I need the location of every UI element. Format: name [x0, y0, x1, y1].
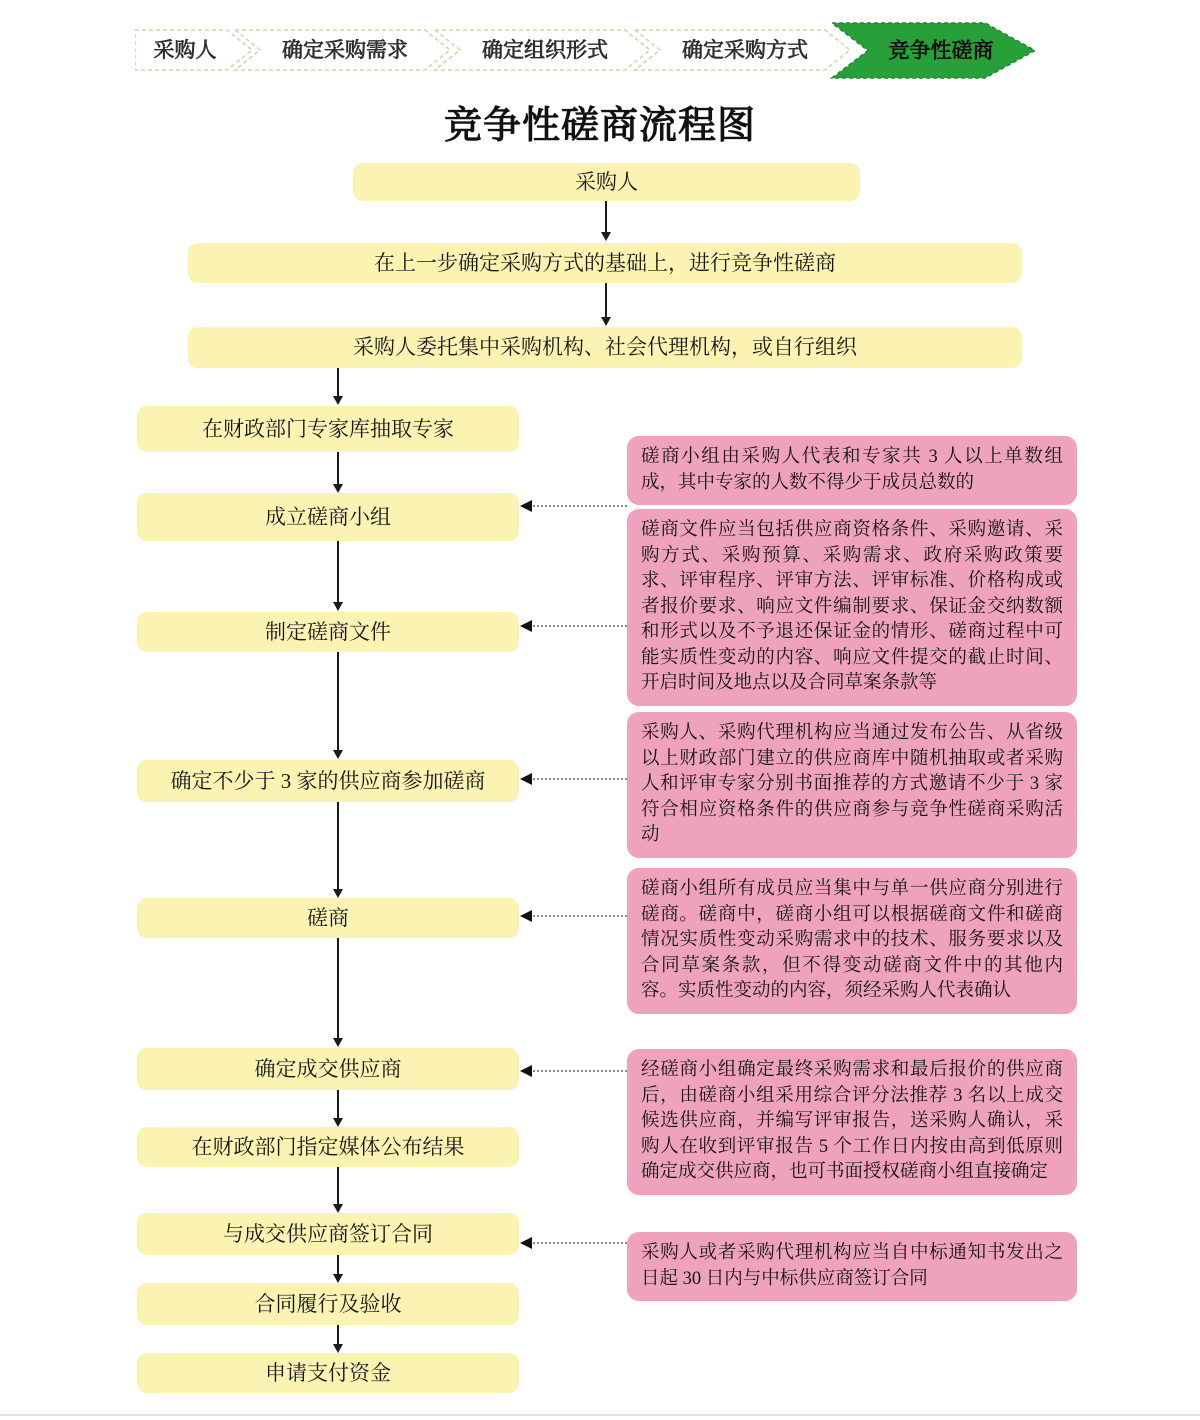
step-define-method-label: 确定采购方式 — [682, 37, 808, 62]
flow-arrow-down — [337, 1325, 339, 1345]
flow-node-request-payment: 申请支付资金 — [137, 1353, 519, 1393]
note-connector-arrow — [533, 778, 627, 780]
note-winner-determination: 经磋商小组确定最终采购需求和最后报价的供应商后，由磋商小组采用综合评分法推荐 3 名以上成交候选供应商，并编写评审报告，送采购人确认，采购人在收到评审报告 5 个工作日内按由高到低原则确定成交供应商，也可书面授权磋商小组直接确定 — [627, 1049, 1077, 1195]
flow-node-entrust-agency: 采购人委托集中采购机构、社会代理机构，或自行组织 — [188, 327, 1022, 368]
step-competitive-negotiation-label: 竞争性磋商 — [888, 38, 994, 63]
note-supplier-invitation: 采购人、采购代理机构应当通过发布公告、从省级以上财政部门建立的供应商库中随机抽取或者采购人和评审专家分别书面推荐的方式邀请不少于 3 家符合相应资格条件的供应商参与竞争性磋商采购活动 — [627, 712, 1077, 858]
note-team-composition: 磋商小组由采购人代表和专家共 3 人以上单数组成，其中专家的人数不得少于成员总数的 — [627, 436, 1077, 505]
flow-arrow-down — [337, 541, 339, 603]
flow-node-sign-contract: 与成交供应商签订合同 — [137, 1213, 519, 1255]
note-negotiation-rules: 磋商小组所有成员应当集中与单一供应商分别进行磋商。磋商中，磋商小组可以根据磋商文件和磋商情况实质性变动采购需求中的技术、服务要求以及合同草案条款，但不得变动磋商文件中的其他内容。实质性变动的内容，须经采购人代表确认 — [627, 868, 1077, 1014]
note-connector-arrow — [533, 505, 627, 507]
page-title: 竞争性磋商流程图 — [443, 105, 756, 147]
flow-node-basis-of-method: 在上一步确定采购方式的基础上，进行竞争性磋商 — [188, 243, 1022, 283]
step-purchaser-label: 采购人 — [153, 37, 217, 62]
flow-node-confirm-suppliers: 确定不少于 3 家的供应商参加磋商 — [137, 760, 519, 802]
note-connector-arrow — [533, 625, 627, 627]
note-contract-signing: 采购人或者采购代理机构应当自中标通知书发出之日起 30 日内与中标供应商签订合同 — [627, 1232, 1077, 1301]
note-document-contents: 磋商文件应当包括供应商资格条件、采购邀请、采购方式、采购预算、采购需求、政府采购政策要求、评审程序、评审方法、评审标准、价格构成或者报价要求、响应文件编制要求、保证金交纳数额和形式以及不予退还保证金的情形、磋商过程中可能实质性变动的内容、响应文件提交的截止时间、开启时间及地点以及合同草案条款等 — [627, 509, 1077, 706]
flow-arrow-down — [605, 201, 607, 233]
flow-arrow-down — [337, 368, 339, 397]
flow-arrow-down — [337, 938, 339, 1039]
flow-arrow-down — [605, 283, 607, 318]
note-connector-arrow — [533, 1070, 627, 1072]
flow-node-negotiation: 磋商 — [137, 898, 519, 938]
flow-node-publish-results: 在财政部门指定媒体公布结果 — [137, 1127, 519, 1167]
flow-node-determine-winner: 确定成交供应商 — [137, 1048, 519, 1090]
flow-arrow-down — [337, 1090, 339, 1119]
flow-arrow-down — [337, 802, 339, 890]
page-bottom-edge — [0, 1414, 1200, 1416]
flow-node-form-negotiation-team: 成立磋商小组 — [137, 493, 519, 541]
flow-arrow-down — [337, 652, 339, 751]
flow-node-draw-experts: 在财政部门专家库抽取专家 — [137, 406, 519, 452]
flow-arrow-down — [337, 1255, 339, 1275]
flow-node-contract-performance: 合同履行及验收 — [137, 1283, 519, 1325]
note-connector-arrow — [533, 1242, 627, 1244]
process-stepper — [135, 18, 1035, 82]
flow-node-purchaser: 采购人 — [353, 163, 860, 201]
step-define-needs-label: 确定采购需求 — [282, 37, 408, 62]
flow-node-prepare-documents: 制定磋商文件 — [137, 612, 519, 652]
step-define-org-form-label: 确定组织形式 — [482, 37, 608, 62]
flow-arrow-down — [337, 452, 339, 485]
flow-arrow-down — [337, 1167, 339, 1205]
note-connector-arrow — [533, 915, 627, 917]
